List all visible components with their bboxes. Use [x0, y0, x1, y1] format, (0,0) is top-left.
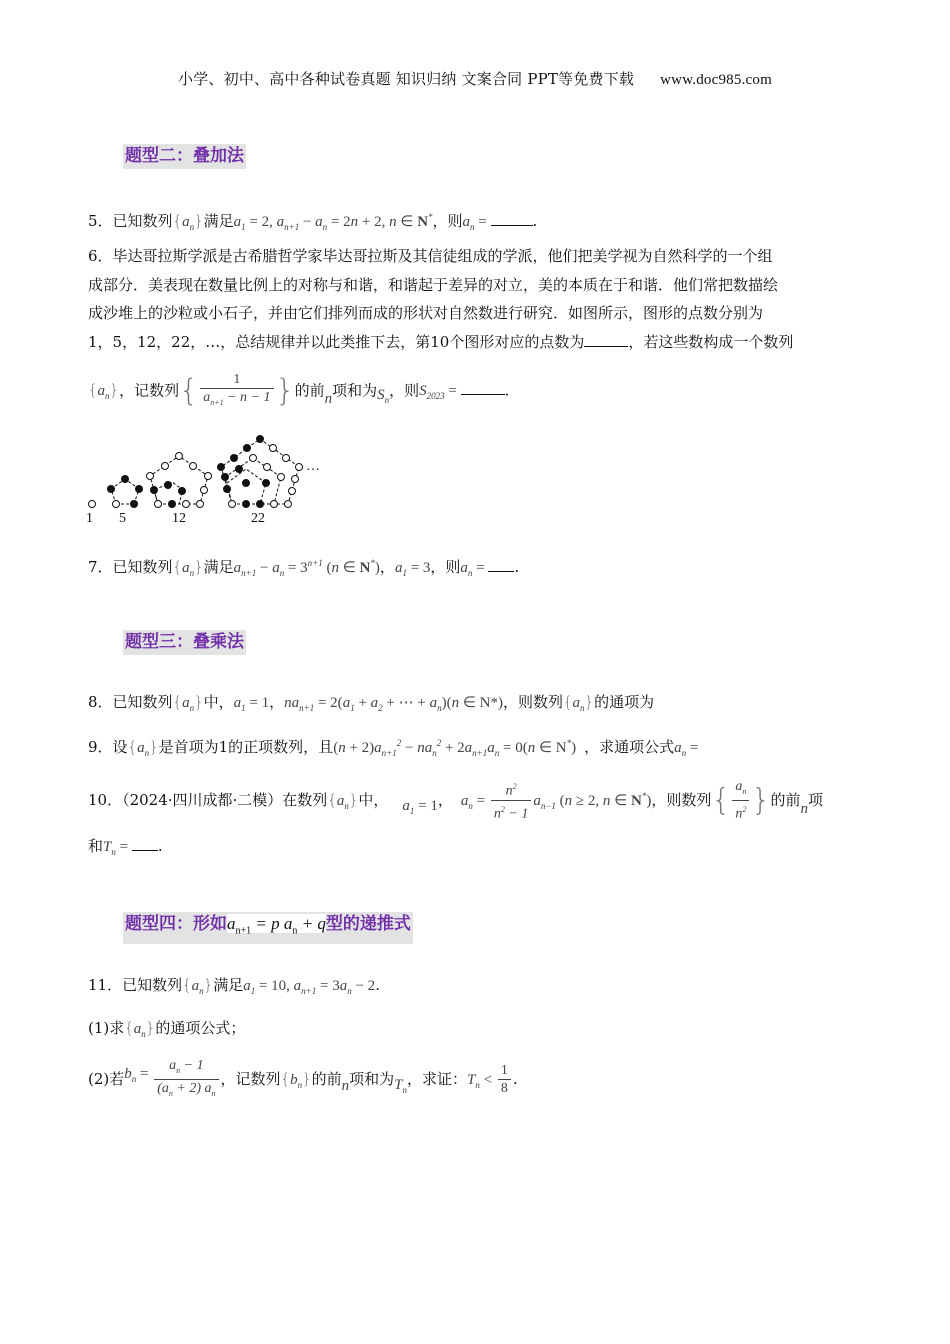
fraction: $\frac{1}{8}$	[498, 1063, 511, 1097]
question-10-line-2: 和$T_n$ = .	[88, 837, 163, 857]
question-11-part-2: (2)若$b_n$ = $\frac{a_n - 1}{(a_n + 2) a_n}$ ，记数列$\{b_n\}$的前n项和为$T_n$，求证：$T_n$ < $\frac{1}{8}$ .	[88, 1058, 518, 1105]
answer-blank[interactable]	[491, 211, 533, 226]
formula: $\{a_n\}$	[563, 693, 595, 713]
formula: $a_n$ =	[460, 560, 489, 578]
formula: $\{a_n\}$	[127, 738, 159, 758]
formula: $\{a_n\}$	[172, 693, 204, 713]
formula: $\{a_n\}$	[88, 381, 120, 402]
fraction: $\frac{a_n - 1}{(a_n + 2) a_n}$	[154, 1058, 218, 1102]
formula: $na_{n+1} = 2(a_1 + a_2$ + ⋯ + $a_n)(n$ ∈ N*)	[284, 695, 503, 713]
formula: $\{b_n\}$	[280, 1069, 312, 1090]
section-title-4: 题型四：形如$a_{n+1} = p$ $a_n + q$型的递推式	[123, 912, 413, 944]
formula: $a_n$ =	[462, 214, 491, 232]
header-text: 小学、初中、高中各种试卷真题 知识归纳 文案合同 PPT等免费下载	[178, 70, 635, 88]
pentagon-12	[147, 453, 212, 508]
figure-ellipsis: …	[306, 459, 320, 474]
section-title-3: 题型三：叠乘法	[123, 630, 246, 655]
formula: $T_n$ =	[103, 839, 132, 857]
formula: $S_{2023}$ =	[419, 383, 461, 402]
question-9: 9．设$\{a_n\}$是首项为1的正项数列，且$(n + 2)a_{n+1}^2 - na_n^2 + 2a_{n+1}a_n = 0(n$ ∈ N*) ，求通项公式$a_n$ =	[88, 738, 699, 758]
figure-label: 1	[86, 511, 93, 526]
fraction: $\frac{1}{a_{n+1} - n - 1}$	[200, 372, 273, 411]
formula: $b_n$ =	[124, 1065, 153, 1084]
question-5: 5．已知数列$\{a_n\}$满足$a_1 = 2$, $a_{n+1} - a_n = 2n + 2$, n ∈ N*，则$a_n$ = .	[88, 212, 538, 232]
formula: $\{a_n\}$	[327, 791, 359, 811]
formula: $T_n$ <	[467, 1071, 496, 1090]
formula: $\{a_n\}$	[182, 976, 214, 996]
formula: $a_{n+1} - a_n = 3^{n+1}$ (n ∈ N*)	[233, 558, 380, 578]
question-8: 8．已知数列$\{a_n\}$中，$a_1 = 1$，$na_{n+1} = 2(a_1 + a_2$ + ⋯ + $a_n)(n$ ∈ N*)，则数列$\{a_n\}$的通项为	[88, 693, 655, 713]
formula: $a_1 = 1$	[233, 695, 270, 713]
formula: $a_1 = 2$, $a_{n+1} - a_n = 2n + 2$, n ∈ N*	[233, 212, 433, 232]
fraction: $\frac{a_n}{n^2}$	[732, 779, 749, 822]
fraction: $\frac{n^2}{n^2 - 1}$	[491, 779, 531, 822]
answer-blank[interactable]	[488, 557, 514, 572]
question-6-line-3: 成沙堆上的沙粒或小石子，并由它们排列而成的形状对自然数进行研究．如图所示，图形的点数分别为	[88, 304, 764, 322]
formula: $a_1 = 1$	[402, 798, 438, 816]
formula: $a_{n+1} = p$ $a_n + q$	[227, 914, 326, 937]
page-header	[0, 68, 950, 89]
question-7: 7．已知数列$\{a_n\}$满足$a_{n+1} - a_n = 3^{n+1}$ (n ∈ N*)，$a_1 = 3$，则$a_n$ = .	[88, 558, 520, 578]
header-site[interactable]: www.doc985.com	[660, 72, 772, 88]
question-6-line-2: 成部分．美表现在数量比例上的对称与和谐，和谐起于差异的对立，美的本质在于和谐．他们常把数描绘	[88, 276, 779, 294]
section-title-2: 题型二：叠加法	[123, 144, 246, 169]
formula: $\{a_n\}$	[172, 558, 204, 578]
formula: $(n + 2)a_{n+1}^2 - na_n^2 + 2a_{n+1}a_n = 0(n$ ∈ N*)	[333, 738, 577, 758]
pentagon-5	[108, 476, 143, 508]
answer-blank[interactable]	[461, 384, 505, 395]
question-10: 10．（2024·四川成都·二模）在数列$\{a_n\}$中， $a_1 = 1$， $a_n$ = $\frac{n^2}{n^2 - 1}$ $a_{n-1}$ (n ≥ 2, n ∈ N*)，则数列{ $\frac{a_n}{n^2}$ }的前n项	[88, 779, 824, 822]
figure-label: 12	[172, 511, 186, 526]
pentagon-22	[218, 436, 303, 508]
dot	[89, 501, 96, 508]
formula: $a_1 = 10$, $a_{n+1} = 3a_n - 2$	[243, 978, 376, 996]
formula: $a_{n-1}$ (n ≥ 2, n ∈ N*)	[533, 791, 652, 811]
formula: $\{a_n\}$	[172, 212, 204, 232]
question-6-line-4: 1，5，12，22，…，总结规律并以此类推下去，第10个图形对应的点数为 ，若这些数构成一个数列	[88, 333, 794, 351]
formula: {	[179, 373, 199, 409]
question-6-line-1: 6．毕达哥拉斯学派是古希腊哲学家毕达哥拉斯及其信徒组成的学派，他们把美学视为自然科学的一个组	[88, 247, 773, 265]
pentagonal-figure	[82, 425, 342, 535]
question-11-part-1: (1)求$\{a_n\}$的通项公式；	[88, 1019, 246, 1039]
formula: $a_1 = 3$	[394, 560, 431, 578]
formula: $a_n$ =	[674, 740, 699, 758]
question-11: 11．已知数列$\{a_n\}$满足$a_1 = 10$, $a_{n+1} = 3a_n - 2$.	[88, 976, 380, 996]
answer-blank[interactable]	[584, 332, 628, 347]
pentagonal-dots	[82, 425, 342, 515]
formula: $\{a_n\}$	[124, 1019, 156, 1039]
question-6-line-5: $\{a_n\}$，记数列{ $\frac{1}{a_{n+1} - n - 1}$ }的前n项和为$S_n$，则$S_{2023}$ = .	[88, 372, 509, 414]
figure-label: 5	[119, 511, 126, 526]
formula: $a_n$ =	[460, 793, 489, 811]
answer-blank[interactable]	[132, 836, 158, 851]
figure-label: 22	[251, 511, 265, 526]
